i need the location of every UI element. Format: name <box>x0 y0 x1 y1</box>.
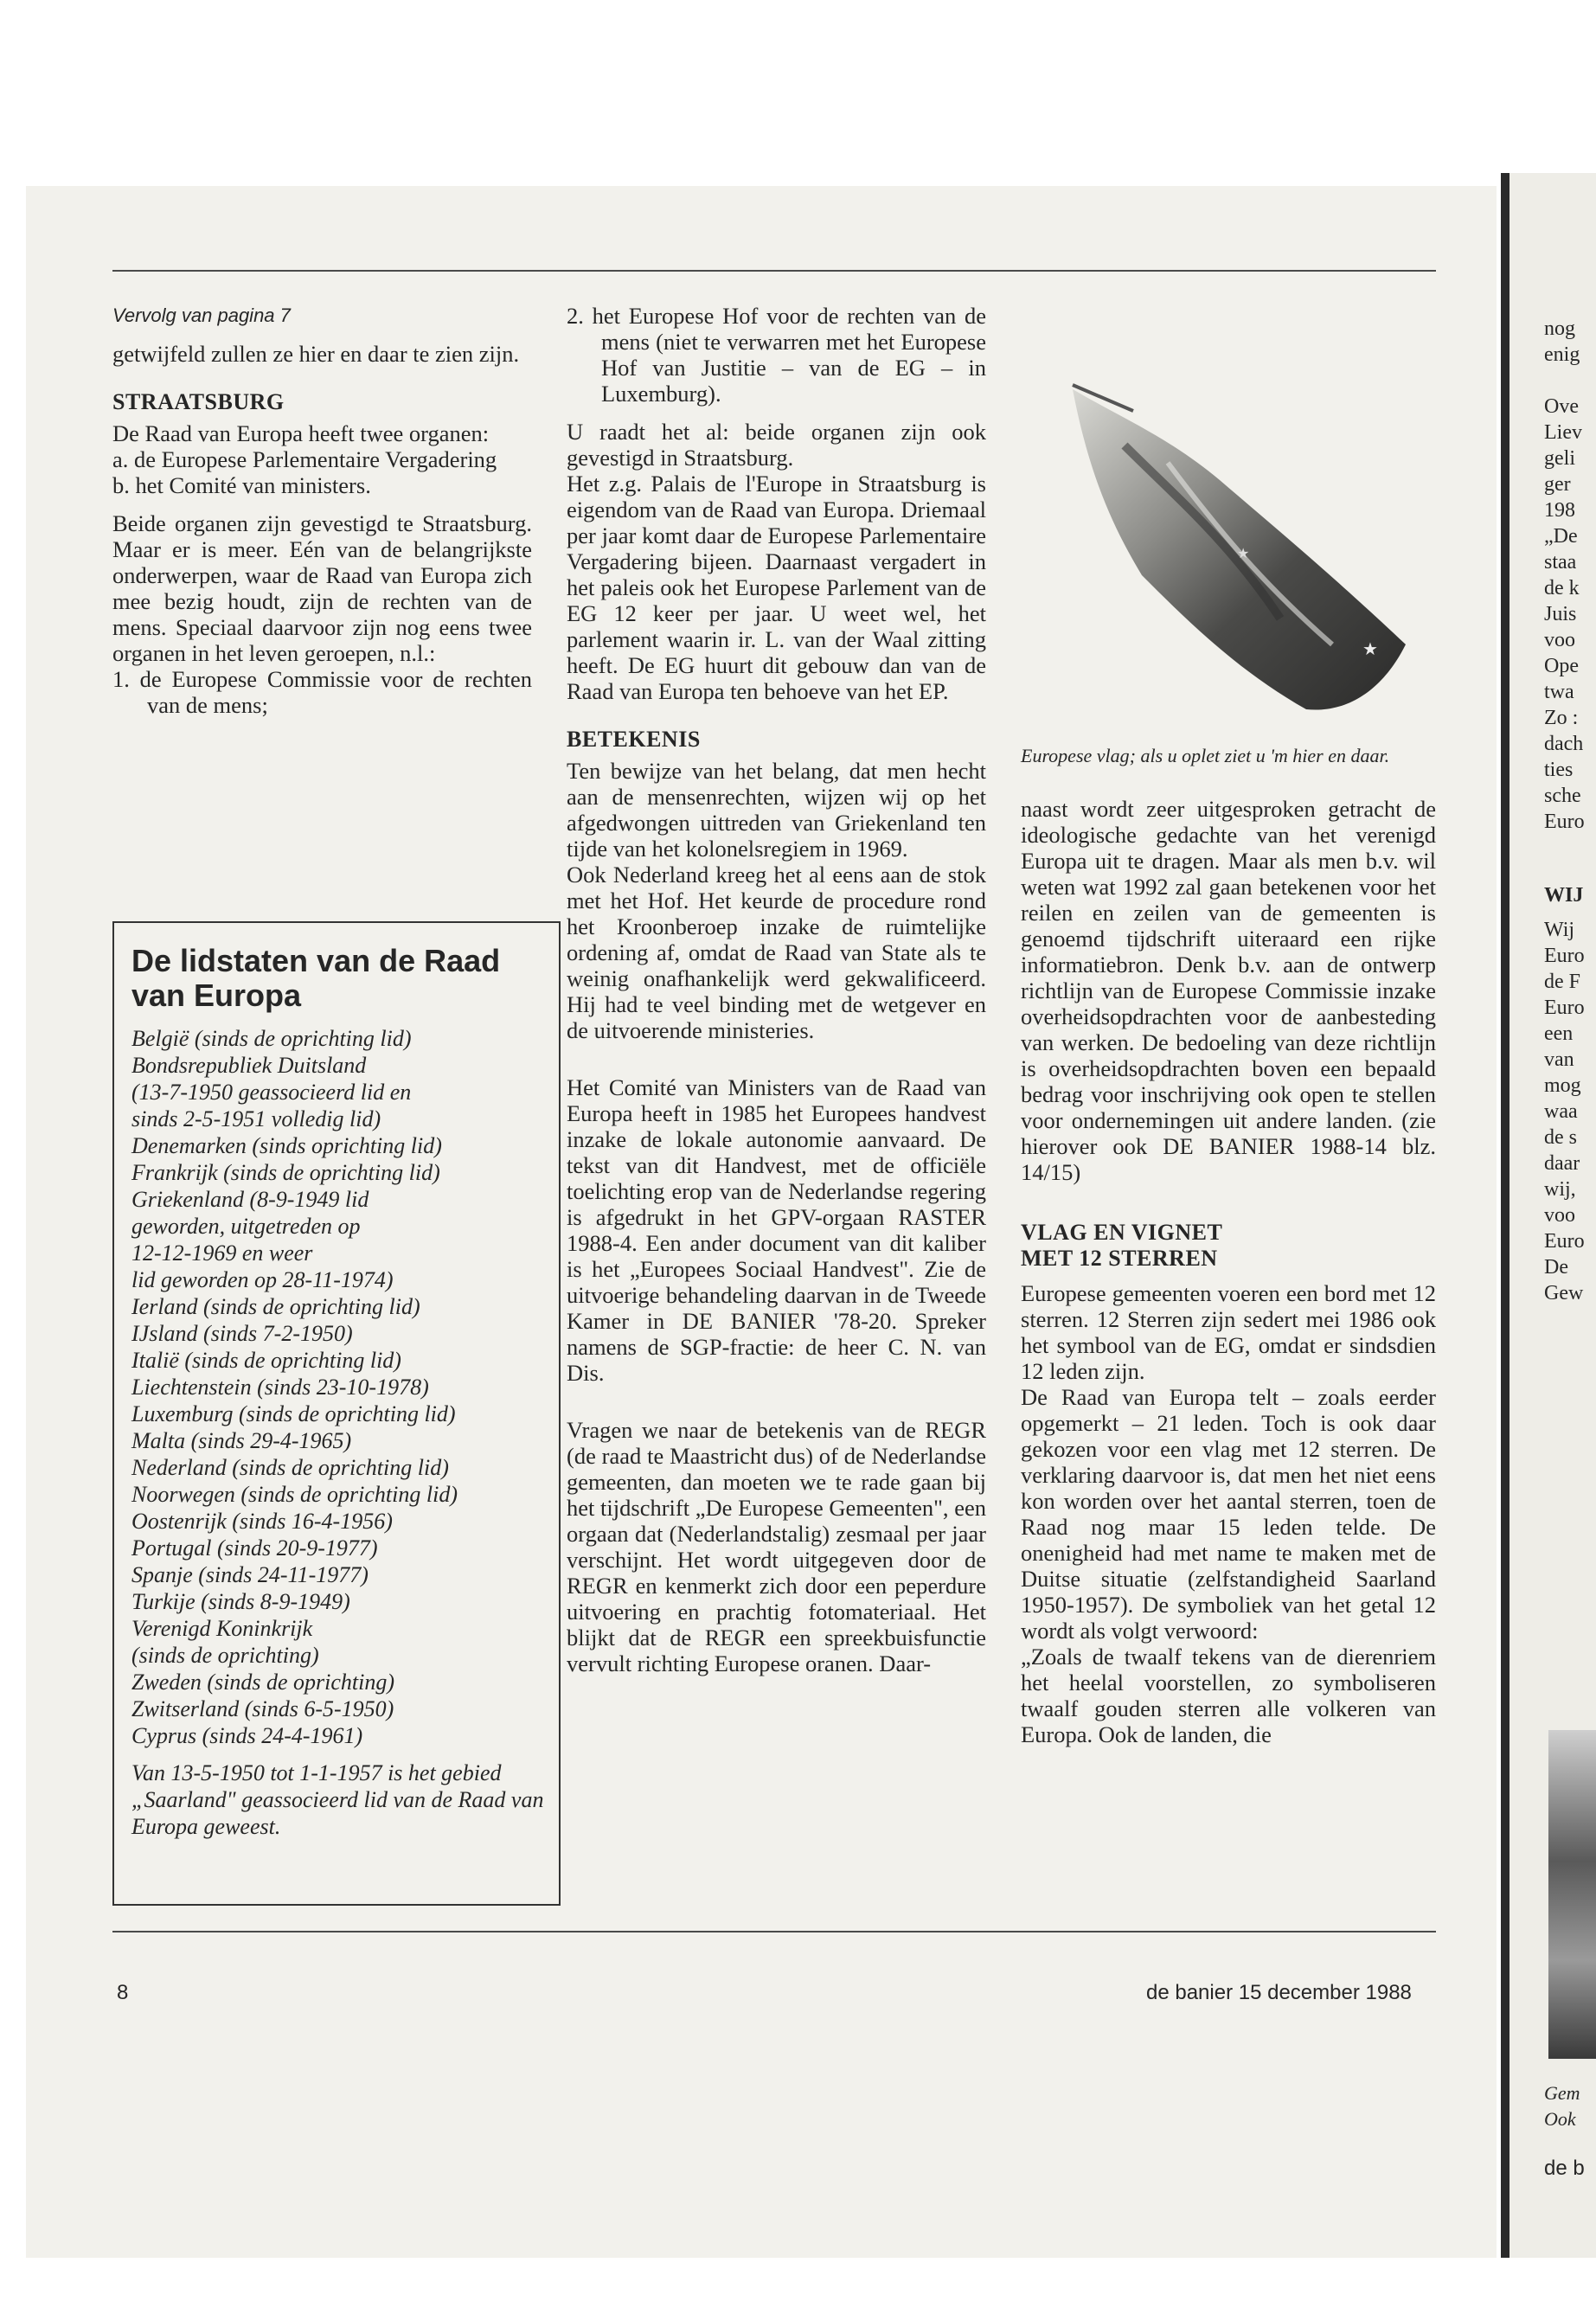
col2-paragraph: Vragen we naar de betekenis van de REGR (de raad te Maastricht dus) of de Nederlandse gemeenten, dan moeten we te rade gaan bij het tijdschrift „De Europese Gemeenten", een orgaan dat (Nederlandstalig) zesmaal per jaar verschijnt. Het wordt uitgegeven door de REGR en kenmerkt zich door een peperdure uitvoering en prachtig fotomateriaal. Het blijkt dat de REGR een spreekbuisfunctie vervult richting Europese oranen. Daar- <box>567 1417 986 1676</box>
column-1 <box>112 303 532 730</box>
col1-paragraph: Beide organen zijn gevestigd te Straatsburg. Maar er is meer. Eén van de belangrijkste onderwerpen, waar de Raad van Europa zich mee bezig houdt, zijn de rechten van de mens. Speciaal daarvoor zijn nog eens twee organen in het leven geroepen, n.l.: <box>112 510 532 666</box>
member-state-item: 12-12-1969 en weer <box>131 1240 313 1266</box>
next-page-line: „De <box>1544 525 1578 548</box>
next-page-line: nog <box>1544 317 1575 340</box>
col2-paragraph: Het Comité van Ministers van de Raad van Europa heeft in 1985 het Europees handvest inzake de lokale autonomie aanvaard. De tekst van dit Handvest, met de officiële toelichting erop van de Nederlandse regering is afgedrukt in het GPV-orgaan RASTER 1988-4. Een ander document van dit kaliber is het „Europees Sociaal Handvest". Zie de uitvoerige behandeling daarvan in de Tweede Kamer in DE BANIER '78-20. Spreker namens de SGP-fractie: de heer C. N. van Dis. <box>567 1074 986 1386</box>
member-state-item: Ierland (sinds de oprichting lid) <box>131 1294 420 1319</box>
next-page-line: Euro <box>1544 1230 1585 1253</box>
next-page-line: De <box>1544 1256 1568 1279</box>
next-page-line: de s <box>1544 1126 1577 1149</box>
member-state-item: Malta (sinds 29-4-1965) <box>131 1428 352 1453</box>
next-page-footer: de b <box>1544 2157 1585 2180</box>
member-state-item: Zweden (sinds de oprichting) <box>131 1670 395 1695</box>
next-page-edge <box>1509 173 1596 2258</box>
rights-organs-list-continued <box>567 303 986 407</box>
page-gutter <box>1501 173 1509 2258</box>
member-state-item: sinds 2-5-1951 volledig lid) <box>131 1106 381 1131</box>
next-page-caption <box>1544 2080 1580 2132</box>
next-page-text-block-1 <box>1544 316 1585 835</box>
next-page-heading: WIJ <box>1544 884 1584 907</box>
next-page-line: Ove <box>1544 395 1579 418</box>
member-state-item: Italië (sinds de oprichting lid) <box>131 1348 401 1373</box>
member-state-item: IJsland (sinds 7-2-1950) <box>131 1321 353 1346</box>
next-page-line: Euro <box>1544 811 1585 833</box>
next-page-line: de k <box>1544 577 1580 599</box>
next-page-line: voo <box>1544 629 1575 651</box>
european-flag-photo <box>1021 359 1427 731</box>
member-state-item: Griekenland (8-9-1949 lid <box>131 1187 369 1212</box>
next-page-line: Euro <box>1544 945 1585 967</box>
next-page-line: Wij <box>1544 919 1575 941</box>
next-page-photo <box>1548 1730 1596 2059</box>
next-page-line: sche <box>1544 785 1581 807</box>
next-page-line: Gew <box>1544 1282 1584 1304</box>
page-number: 8 <box>117 1981 129 2004</box>
star-icon: ★ <box>1362 640 1378 659</box>
star-icon: ★ <box>1237 547 1250 561</box>
next-page-line: Liev <box>1544 421 1582 444</box>
next-page-line: van <box>1544 1048 1574 1071</box>
next-page-line: twa <box>1544 681 1574 703</box>
member-state-item: Denemarken (sinds oprichting lid) <box>131 1133 442 1158</box>
bottom-rule <box>112 1931 1436 1932</box>
member-state-item: (sinds de oprichting) <box>131 1643 319 1668</box>
member-state-item: Portugal (sinds 20-9-1977) <box>131 1535 378 1561</box>
col2-paragraph: Ten bewijze van het belang, dat men hecht aan de mensenrechten, wijzen wij op het afgedwongen uittreden van Griekenland ten tijde van het kolonelsregiem in 1969. <box>567 758 986 862</box>
column-2 <box>567 303 986 1689</box>
heading-vlag-line-2: MET 12 STERREN <box>1021 1246 1218 1271</box>
saarland-note: Van 13-5-1950 tot 1-1-1957 is het gebied „Saarland" geassocieerd lid van de Raad van Europa geweest. <box>131 1760 544 1839</box>
next-page-text-block-2 <box>1544 917 1585 1306</box>
member-state-item: geworden, uitgetreden op <box>131 1214 361 1239</box>
next-page-line: ties <box>1544 759 1574 781</box>
member-state-item: Bondsrepubliek Duitsland <box>131 1053 367 1078</box>
col3-paragraph: naast wordt zeer uitgesproken getracht de ideologische gedachte van het verenigd Europa uit te dragen. Maar als men b.v. wil weten wat 1992 zal gaan betekenen voor het reilen en zeilen van de gemeenten is genoemd tijdschrift uiteraard een rijke informatiebron. Denk b.v. aan de ontwerp richtlijn van de Europese Commissie inzake overheidsopdrachten voor de aanbesteding van werken. De bedoeling van deze richtlijn is overheidsopdrachten boven een bepaald bedrag voor inschrijving ook open te stellen voor ondernemingen uit andere landen. (zie hierover ook DE BANIER 1988-14 blz. 14/15) <box>1021 796 1436 1185</box>
member-state-item: Zwitserland (sinds 6-5-1950) <box>131 1696 394 1721</box>
member-state-item: Noorwegen (sinds de oprichting lid) <box>131 1482 458 1507</box>
member-state-item: Luxemburg (sinds de oprichting lid) <box>131 1401 456 1426</box>
next-page-line: de F <box>1544 971 1580 993</box>
heading-straatsburg: STRAATSBURG <box>112 389 285 414</box>
next-page-line: wij, <box>1544 1178 1576 1201</box>
col3-paragraph: „Zoals de twaalf tekens van de dierenriem het heelal voorstellen, zo symboliseren twaalf gouden sterren alle volkeren van Europa. Ook de landen, die <box>1021 1644 1436 1747</box>
next-page-line: voo <box>1544 1204 1575 1227</box>
member-state-item: België (sinds de oprichting lid) <box>131 1026 412 1051</box>
member-states-list <box>131 1025 547 1749</box>
next-page-line: ger <box>1544 473 1571 496</box>
column-3 <box>1021 796 1436 1759</box>
col2-paragraph: Ook Nederland kreeg het al eens aan de stok met het Hof. Het keurde de procedure rond het Kroonberoep inzake de ruimtelijke ordening af, omdat de Raad van State als te weinig onafhankelijk werd gekwalificeerd. Hij had te veel binding met de wetgever en de uitvoerende ministeries. <box>567 862 986 1043</box>
col2-paragraph: U raadt het al: beide organen zijn ook gevestigd in Straatsburg. <box>567 419 986 471</box>
member-state-item: Oostenrijk (sinds 16-4-1956) <box>131 1509 393 1534</box>
col3-paragraph: Europese gemeenten voeren een bord met 12 sterren. 12 Sterren zijn sedert mei 1986 ook het symbool van de EG, omdat er sindsdien 12 leden zijn. <box>1021 1280 1436 1384</box>
next-page-line: Zo : <box>1544 707 1579 729</box>
member-states-box <box>112 921 561 1906</box>
next-page-line: staa <box>1544 551 1577 574</box>
list-item: b. het Comité van ministers. <box>112 472 371 498</box>
next-page-caption-line: Gem <box>1544 2082 1580 2104</box>
member-state-item: lid geworden op 28-11-1974) <box>131 1267 394 1292</box>
member-state-item: Turkije (sinds 8-9-1949) <box>131 1589 350 1614</box>
next-page-line: dach <box>1544 733 1584 755</box>
member-state-item: Spanje (sinds 24-11-1977) <box>131 1562 369 1587</box>
image-caption: Europese vlag; als u oplet ziet u 'm hier en daar. <box>1021 745 1390 766</box>
member-state-item: Nederland (sinds de oprichting lid) <box>131 1455 449 1480</box>
next-page-line: enig <box>1544 343 1580 366</box>
next-page-line: Ope <box>1544 655 1579 677</box>
member-state-item: Liechtenstein (sinds 23-10-1978) <box>131 1375 429 1400</box>
publication-footer: de banier 15 december 1988 <box>1146 1981 1412 2004</box>
col1-paragraph: De Raad van Europa heeft twee organen: <box>112 420 490 446</box>
next-page-line: een <box>1544 1022 1574 1045</box>
member-state-item: Verenigd Koninkrijk <box>131 1616 313 1641</box>
col3-paragraph: De Raad van Europa telt – zoals eerder opgemerkt – 21 leden. Toch is ook daar gekozen voor een vlag met 12 sterren. De verklaring daarvoor is, dat men het niet eens kon worden over het aantal sterren, toen de Raad nog maar 15 leden telde. De onenigheid had met name te maken met de Duitse situatie (zelfstandigheid Saarland 1950-1957). De symboliek van het getal 12 wordt als volgt verwoord: <box>1021 1384 1436 1644</box>
next-page-line: waa <box>1544 1100 1578 1123</box>
next-page-line: 198 <box>1544 499 1575 522</box>
col1-intro: getwijfeld zullen ze hier en daar te zien zijn. <box>112 341 520 367</box>
box-title: De lidstaten van de Raad van Europa <box>131 943 501 1013</box>
next-page-line: geli <box>1544 447 1575 470</box>
next-page-line: Juis <box>1544 603 1577 625</box>
rights-organs-list <box>112 666 532 718</box>
next-page-line: mog <box>1544 1074 1581 1097</box>
organs-list <box>112 446 532 498</box>
continued-from-label: Vervolg van pagina 7 <box>112 304 291 326</box>
member-state-item: Cyprus (sinds 24-4-1961) <box>131 1723 363 1748</box>
col2-paragraph: Het z.g. Palais de l'Europe in Straatsburg is eigendom van de Raad van Europa. Driemaal per jaar komt daar de Europese Parlementaire Vergadering bijeen. Daarnaast vergadert in het paleis ook het Europese Parlement van de EG 12 keer per jaar. U weet wel, het parlement waarin ir. L. van der Waal zitting heeft. De EG huurt dit gebouw dan van de Raad van Europa ten behoeve van het EP. <box>567 471 986 704</box>
list-item: 2. het Europese Hof voor de rechten van de mens (niet te verwarren met het Europese Hof van Justitie – van de EG – in Luxemburg). <box>567 303 986 407</box>
heading-betekenis: BETEKENIS <box>567 727 701 752</box>
next-page-caption-line: Ook <box>1544 2108 1576 2130</box>
member-state-item: Frankrijk (sinds de oprichting lid) <box>131 1160 440 1185</box>
member-state-item: (13-7-1950 geassocieerd lid en <box>131 1080 412 1105</box>
next-page-line: Euro <box>1544 997 1585 1019</box>
next-page-line: daar <box>1544 1152 1580 1175</box>
heading-vlag-line-1: VLAG EN VIGNET <box>1021 1220 1223 1245</box>
top-rule <box>112 270 1436 272</box>
list-item: a. de Europese Parlementaire Vergadering <box>112 446 497 472</box>
list-item: 1. de Europese Commissie voor de rechten van de mens; <box>112 666 532 718</box>
